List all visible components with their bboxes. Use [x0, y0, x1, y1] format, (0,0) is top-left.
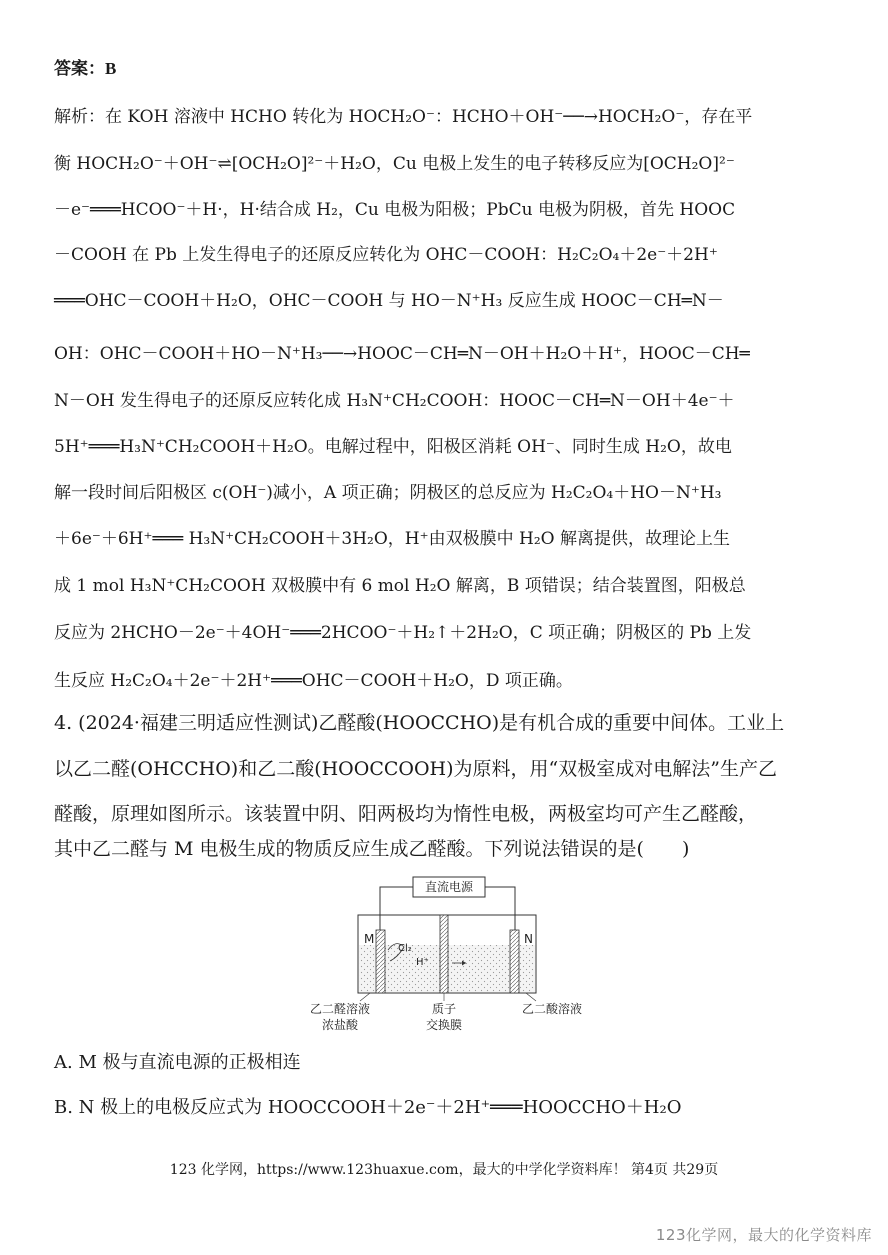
question-line-2: 以乙二醛(OHCCHO)和乙二酸(HOOCCOOH)为原料，用“双极室成对电解法”生产乙 — [54, 758, 777, 780]
wire-right — [485, 887, 515, 930]
answer-label: 答案： — [54, 59, 105, 79]
question-line-3: 醛酸，原理如图所示。该装置中阴、阳两极均为惰性电极，两极室均可产生乙醛酸， — [54, 803, 758, 825]
membrane-label-2: 交换膜 — [425, 1018, 463, 1032]
proton-exchange-membrane — [440, 915, 448, 993]
watermark: 123化学网，最大的化学资料库 — [655, 1226, 872, 1244]
analysis-line-13: 生反应 H₂C₂O₄＋2e⁻＋2H⁺═══OHC－COOH＋H₂O，D 项正确。 — [54, 671, 573, 691]
question-line-1: 4. (2024·福建三明适应性测试)乙醛酸(HOOCCHO)是有机合成的重要中间体。工业上 — [54, 712, 785, 734]
option-a: A. M 极与直流电源的正极相连 — [54, 1052, 301, 1073]
analysis-line-10: ＋6e⁻＋6H⁺═══ H₃N⁺CH₂COOH＋3H₂O，H⁺由双极膜中 H₂O 解离提供，故理论上生 — [54, 529, 730, 549]
electrode-n — [510, 930, 519, 993]
analysis-line-3: －e⁻═══HCOO⁻＋H·，H·结合成 H₂，Cu 电极为阳极；PbCu 电极为阴极，首先 HOOC — [54, 200, 736, 220]
h-ion-label: H⁺ — [416, 957, 429, 968]
wire-left — [380, 887, 413, 930]
analysis-line-2: 衡 HOCH₂O⁻＋OH⁻⇌[OCH₂O]²⁻＋H₂O，Cu 电极上发生的电子转移反应为[OCH₂O]²⁻ — [54, 154, 735, 174]
right-solution-label: 乙二酸溶液 — [521, 1002, 583, 1016]
cl2-label: Cl₂ — [398, 943, 412, 954]
answer-line — [54, 58, 116, 80]
electrode-m — [376, 930, 385, 993]
electrode-m-label: M — [364, 932, 375, 946]
left-solution-label-1: 乙二醛溶液 — [309, 1002, 371, 1016]
left-solution-label-2: 浓盐酸 — [321, 1018, 359, 1032]
power-source-label: 直流电源 — [424, 880, 474, 894]
question-line-4: 其中乙二醛与 M 电极生成的物质反应生成乙醛酸。下列说法错误的是( ) — [54, 838, 690, 860]
electrolysis-diagram-svg — [300, 875, 590, 1035]
electrode-n-label: N — [524, 932, 533, 946]
leader-right — [526, 993, 536, 1001]
membrane-label-1: 质子 — [431, 1002, 457, 1016]
answer-value: B — [105, 59, 117, 78]
electrolysis-diagram — [300, 875, 590, 1035]
analysis-line-6: OH：OHC－COOH＋HO－N⁺H₃──→HOOC－CH═N－OH＋H₂O＋H⁺，HOOC－CH═ — [54, 344, 750, 364]
option-b: B. N 极上的电极反应式为 HOOCCOOH＋2e⁻＋2H⁺═══HOOCCHO＋H₂O — [54, 1097, 682, 1118]
analysis-line-7: N－OH 发生得电子的还原反应转化成 H₃N⁺CH₂COOH：HOOC－CH═N－OH＋4e⁻＋ — [54, 391, 735, 411]
leader-left — [360, 993, 370, 1001]
analysis-line-4: －COOH 在 Pb 上发生得电子的还原反应转化为 OHC－COOH：H₂C₂O₄＋2e⁻＋2H⁺ — [54, 245, 718, 265]
analysis-line-11: 成 1 mol H₃N⁺CH₂COOH 双极膜中有 6 mol H₂O 解离，B 项错误；结合装置图，阳极总 — [54, 576, 746, 596]
analysis-line-8: 5H⁺═══H₃N⁺CH₂COOH＋H₂O。电解过程中，阳极区消耗 OH⁻、同时生成 H₂O，故电 — [54, 437, 732, 457]
analysis-line-12: 反应为 2HCHO－2e⁻＋4OH⁻═══2HCOO⁻＋H₂↑＋2H₂O，C 项正确；阴极区的 Pb 上发 — [54, 623, 752, 643]
page-footer: 123 化学网，https://www.123huaxue.com，最大的中学化学资料库！ 第4页 共29页 — [169, 1162, 719, 1178]
analysis-line-1: 解析：在 KOH 溶液中 HCHO 转化为 HOCH₂O⁻：HCHO＋OH⁻──→HOCH₂O⁻，存在平 — [54, 107, 753, 127]
analysis-line-5: ═══OHC－COOH＋H₂O，OHC－COOH 与 HO－N⁺H₃ 反应生成 HOOC－CH═N－ — [54, 291, 724, 311]
analysis-line-9: 解一段时间后阳极区 c(OH⁻)减小，A 项正确；阴极区的总反应为 H₂C₂O₄＋HO－N⁺H₃ — [54, 483, 722, 503]
